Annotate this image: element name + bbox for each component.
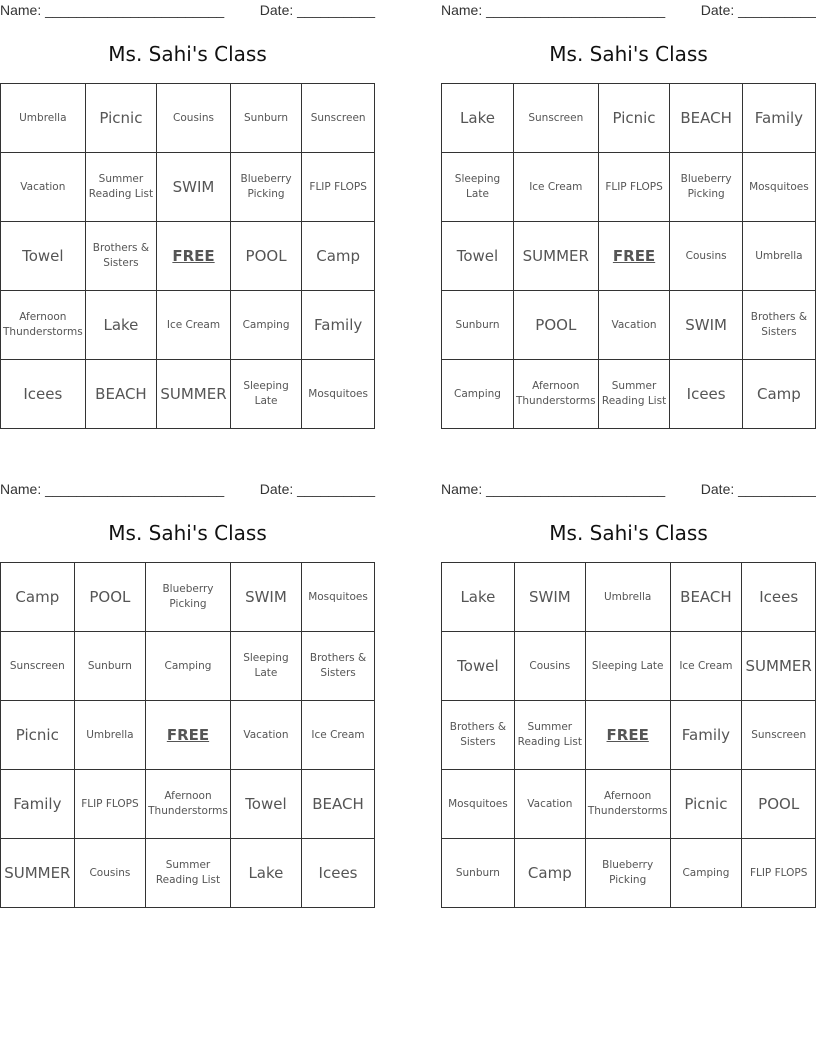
bingo-cell: Blueberry Picking [670,153,742,222]
bingo-cell: Camp [302,222,375,291]
bingo-cell: Vacation [1,153,86,222]
bingo-cell: SWIM [514,563,585,632]
grid-row [1,222,375,291]
bingo-cell: Blueberry Picking [230,153,301,222]
bingo-cell: Vacation [598,291,670,360]
bingo-cell: Sleeping Late [442,153,514,222]
bingo-cell: SWIM [230,563,301,632]
bingo-cell: Ice Cream [513,153,598,222]
bingo-cell: Summer Reading List [598,360,670,429]
bingo-cell: Picnic [85,84,157,153]
grid-row [442,360,816,429]
grid-row [442,153,816,222]
bingo-cell: Sunburn [230,84,301,153]
bingo-cell: SUMMER [157,360,231,429]
bingo-grid [441,83,816,429]
bingo-cell: Umbrella [585,563,670,632]
bingo-cell: SWIM [670,291,742,360]
bingo-cell: Vacation [230,701,301,770]
name-field-label: Name: _______________________ [441,2,666,18]
bingo-cell: POOL [74,563,145,632]
bingo-cell: Sleeping Late [585,632,670,701]
grid-row [1,360,375,429]
bingo-cell: Towel [230,770,301,839]
bingo-grid [0,562,375,908]
bingo-cell: Lake [230,839,301,908]
bingo-cell: Summer Reading List [85,153,157,222]
bingo-cell: Mosquitoes [302,563,375,632]
bingo-cell: Towel [442,632,515,701]
bingo-cell: Brothers & Sisters [742,291,815,360]
grid-row [442,84,816,153]
bingo-cell: Brothers & Sisters [442,701,515,770]
bingo-cell: Ice Cream [670,632,742,701]
grid-row [442,701,816,770]
bingo-cell: Summer Reading List [514,701,585,770]
bingo-cell: Sleeping Late [230,632,301,701]
bingo-cell: Brothers & Sisters [302,632,375,701]
grid-row [1,84,375,153]
free-space: FREE [157,222,231,291]
date-field-label: Date: __________ [259,2,375,18]
bingo-cell: Summer Reading List [146,839,231,908]
bingo-cell: Family [742,84,815,153]
bingo-cell: Cousins [670,222,742,291]
grid-row [442,563,816,632]
bingo-cell: Camping [146,632,231,701]
bingo-cell: BEACH [302,770,375,839]
bingo-cell: Ice Cream [302,701,375,770]
bingo-cell: Lake [442,84,514,153]
bingo-cell: Umbrella [1,84,86,153]
grid-row [1,153,375,222]
bingo-cell: Brothers & Sisters [85,222,157,291]
grid-row [442,632,816,701]
bingo-cell: Icees [302,839,375,908]
bingo-cell: Icees [742,563,816,632]
bingo-cell: SWIM [157,153,231,222]
bingo-cell: Icees [1,360,86,429]
grid-row [1,839,375,908]
bingo-cell: Sunscreen [302,84,375,153]
bingo-cell: SUMMER [513,222,598,291]
bingo-cell: BEACH [85,360,157,429]
bingo-cell: Sunscreen [742,701,816,770]
bingo-cell: Umbrella [74,701,145,770]
bingo-cell: Afernoon Thunderstorms [1,291,86,360]
grid-row [442,222,816,291]
bingo-cell: BEACH [670,84,742,153]
bingo-cell: Cousins [74,839,145,908]
bingo-cell: FLIP FLOPS [742,839,816,908]
card-title: Ms. Sahi's Class [549,521,708,545]
bingo-cell: Picnic [1,701,75,770]
bingo-cell: Afernoon Thunderstorms [513,360,598,429]
name-date-line [441,2,816,20]
free-space: FREE [598,222,670,291]
bingo-cell: Cousins [157,84,231,153]
bingo-cell: Sunscreen [513,84,598,153]
grid-row [1,291,375,360]
bingo-cell: FLIP FLOPS [598,153,670,222]
bingo-cell: Sunburn [442,839,515,908]
free-space: FREE [146,701,231,770]
card-title: Ms. Sahi's Class [549,42,708,66]
bingo-cell: Lake [85,291,157,360]
bingo-cell: Sunburn [442,291,514,360]
bingo-cell: POOL [230,222,301,291]
name-field-label: Name: _______________________ [0,481,225,497]
bingo-cell: Mosquitoes [442,770,515,839]
bingo-cell: Afernoon Thunderstorms [585,770,670,839]
bingo-cell: POOL [742,770,816,839]
bingo-cell: Ice Cream [157,291,231,360]
date-field-label: Date: __________ [259,481,375,497]
bingo-cell: FLIP FLOPS [74,770,145,839]
grid-row [442,291,816,360]
bingo-cell: Cousins [514,632,585,701]
bingo-cell: Afernoon Thunderstorms [146,770,231,839]
bingo-cell: Icees [670,360,742,429]
bingo-cell: SUMMER [742,632,816,701]
bingo-cell: Picnic [598,84,670,153]
grid-row [442,770,816,839]
date-field-label: Date: __________ [700,481,816,497]
bingo-cell: Camping [230,291,301,360]
bingo-cell: SUMMER [1,839,75,908]
bingo-grid [0,83,375,429]
date-field-label: Date: __________ [700,2,816,18]
free-space: FREE [585,701,670,770]
bingo-cell: Camp [514,839,585,908]
name-date-line [441,481,816,499]
bingo-cell: FLIP FLOPS [302,153,375,222]
bingo-cell: Umbrella [742,222,815,291]
bingo-cell: Mosquitoes [302,360,375,429]
bingo-cell: Towel [1,222,86,291]
grid-row [1,563,375,632]
bingo-cell: Mosquitoes [742,153,815,222]
grid-row [1,770,375,839]
name-field-label: Name: _______________________ [441,481,666,497]
grid-row [1,701,375,770]
bingo-cell: Blueberry Picking [146,563,231,632]
bingo-cell: Lake [442,563,515,632]
bingo-grid [441,562,816,908]
grid-row [442,839,816,908]
name-date-line [0,481,375,499]
bingo-cell: Camping [670,839,742,908]
bingo-cell: BEACH [670,563,742,632]
bingo-cell: Towel [442,222,514,291]
name-field-label: Name: _______________________ [0,2,225,18]
card-title: Ms. Sahi's Class [108,42,267,66]
bingo-cell: Sunburn [74,632,145,701]
grid-row [1,632,375,701]
bingo-cell: Family [670,701,742,770]
bingo-cell: POOL [513,291,598,360]
bingo-cell: Camp [1,563,75,632]
name-date-line [0,2,375,20]
bingo-cell: Vacation [514,770,585,839]
bingo-cell: Family [1,770,75,839]
bingo-cell: Blueberry Picking [585,839,670,908]
bingo-cell: Camping [442,360,514,429]
bingo-cell: Camp [742,360,815,429]
bingo-cell: Sunscreen [1,632,75,701]
bingo-cell: Family [302,291,375,360]
bingo-cell: Picnic [670,770,742,839]
bingo-cell: Sleeping Late [230,360,301,429]
card-title: Ms. Sahi's Class [108,521,267,545]
